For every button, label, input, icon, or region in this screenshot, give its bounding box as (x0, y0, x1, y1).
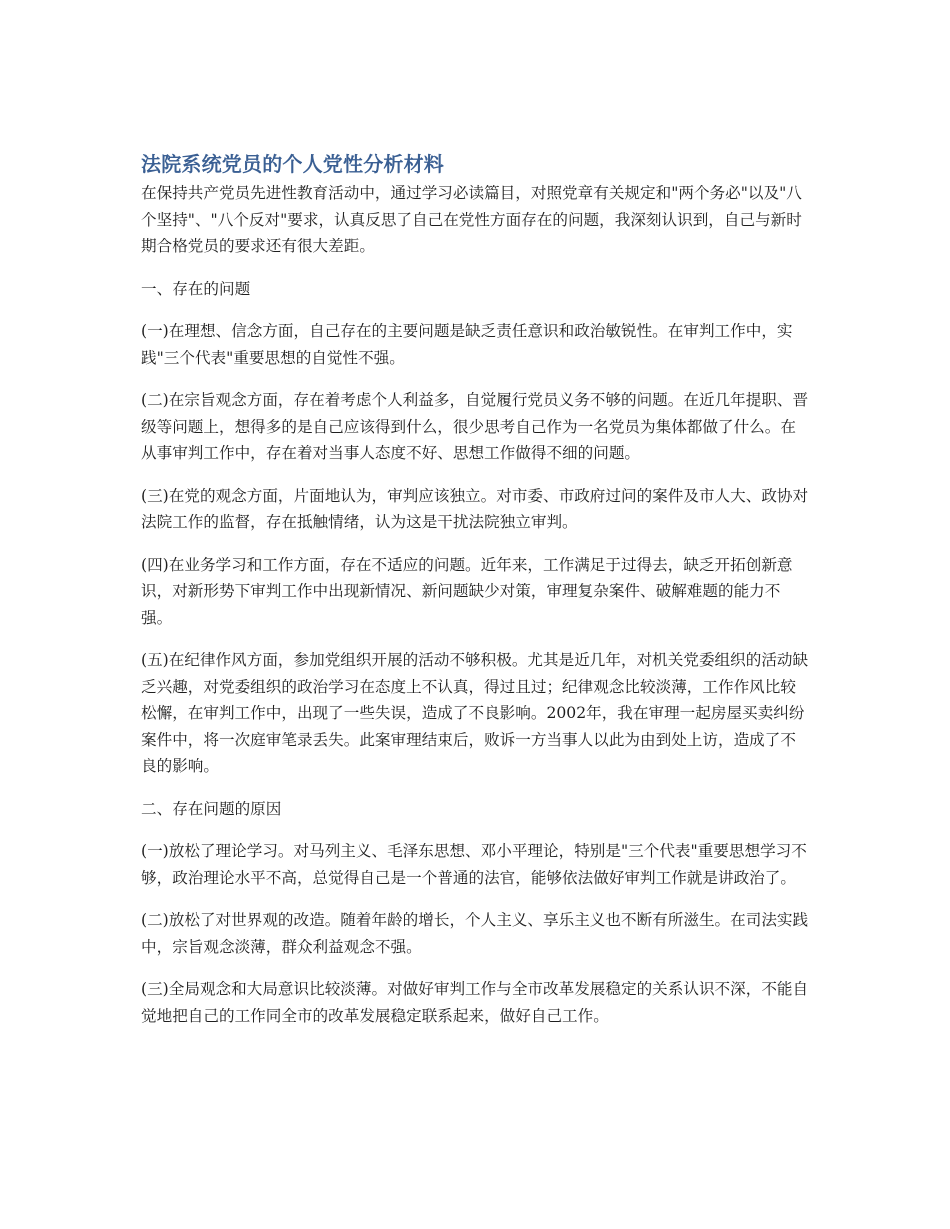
paragraph-problem-4: (四)在业务学习和工作方面，存在不适应的问题。近年来，工作满足于过得去，缺乏开拓创新意识，对新形势下审判工作中出现新情况、新问题缺少对策，审理复杂案件、破解难题的能力不强。 (141, 555, 793, 627)
document-page (141, 150, 811, 1045)
intro-paragraph: 在保持共产党员先进性教育活动中，通过学习必读篇目，对照党章有关规定和"两个务必"以及"八个坚持"、"八个反对"要求，认真反思了自己在党性方面存在的问题，我深刻认识到，自己与新时期合格党员的要求还有很大差距。 (141, 184, 802, 255)
document-body (141, 180, 811, 1029)
paragraph-problem-1: (一)在理想、信念方面，自己存在的主要问题是缺乏责任意识和政治敏锐性。在审判工作中，实践"三个代表"重要思想的自觉性不强。 (141, 322, 793, 367)
paragraph-problem-5: (五)在纪律作风方面，参加党组织开展的活动不够积极。尤其是近几年，对机关党委组织的活动缺乏兴趣，对党委组织的政治学习在态度上不认真，得过且过；纪律观念比较淡薄，工作作风比较松懈，在审判工作中，出现了一些失误，造成了不良影响。2002年，我在审理一起房屋买卖纠纷案件中，将一次庭审笔录丢失。此案审理结束后，败诉一方当事人以此为由到处上访，造成了不良的影响。 (141, 651, 809, 775)
paragraph-cause-3: (三)全局观念和大局意识比较淡薄。对做好审判工作与全市改革发展稳定的关系认识不深，不能自觉地把自己的工作同全市的改革发展稳定联系起来，做好自己工作。 (141, 980, 809, 1025)
page-title: 法院系统党员的个人党性分析材料 (141, 152, 444, 176)
section-heading-problems: 一、存在的问题 (141, 279, 251, 298)
paragraph-cause-2: (二)放松了对世界观的改造。随着年龄的增长，个人主义、享乐主义也不断有所滋生。在司法实践中，宗旨观念淡薄，群众利益观念不强。 (141, 911, 809, 956)
paragraph-problem-2: (二)在宗旨观念方面，存在着考虑个人利益多，自觉履行党员义务不够的问题。在近几年提职、晋级等问题上，想得多的是自己应该得到什么，很少思考自己作为一名党员为集体都做了什么。在从事审判工作中，存在着对当事人态度不好、思想工作做得不细的问题。 (141, 391, 809, 462)
paragraph-problem-3: (三)在党的观念方面，片面地认为，审判应该独立。对市委、市政府过问的案件及市人大、政协对法院工作的监督，存在抵触情绪，认为这是干扰法院独立审判。 (141, 486, 809, 531)
section-heading-causes: 二、存在问题的原因 (141, 799, 282, 818)
paragraph-cause-1: (一)放松了理论学习。对马列主义、毛泽东思想、邓小平理论，特别是"三个代表"重要思想学习不够，政治理论水平不高，总觉得自己是一个普通的法官，能够依法做好审判工作就是讲政治了。 (141, 842, 807, 887)
